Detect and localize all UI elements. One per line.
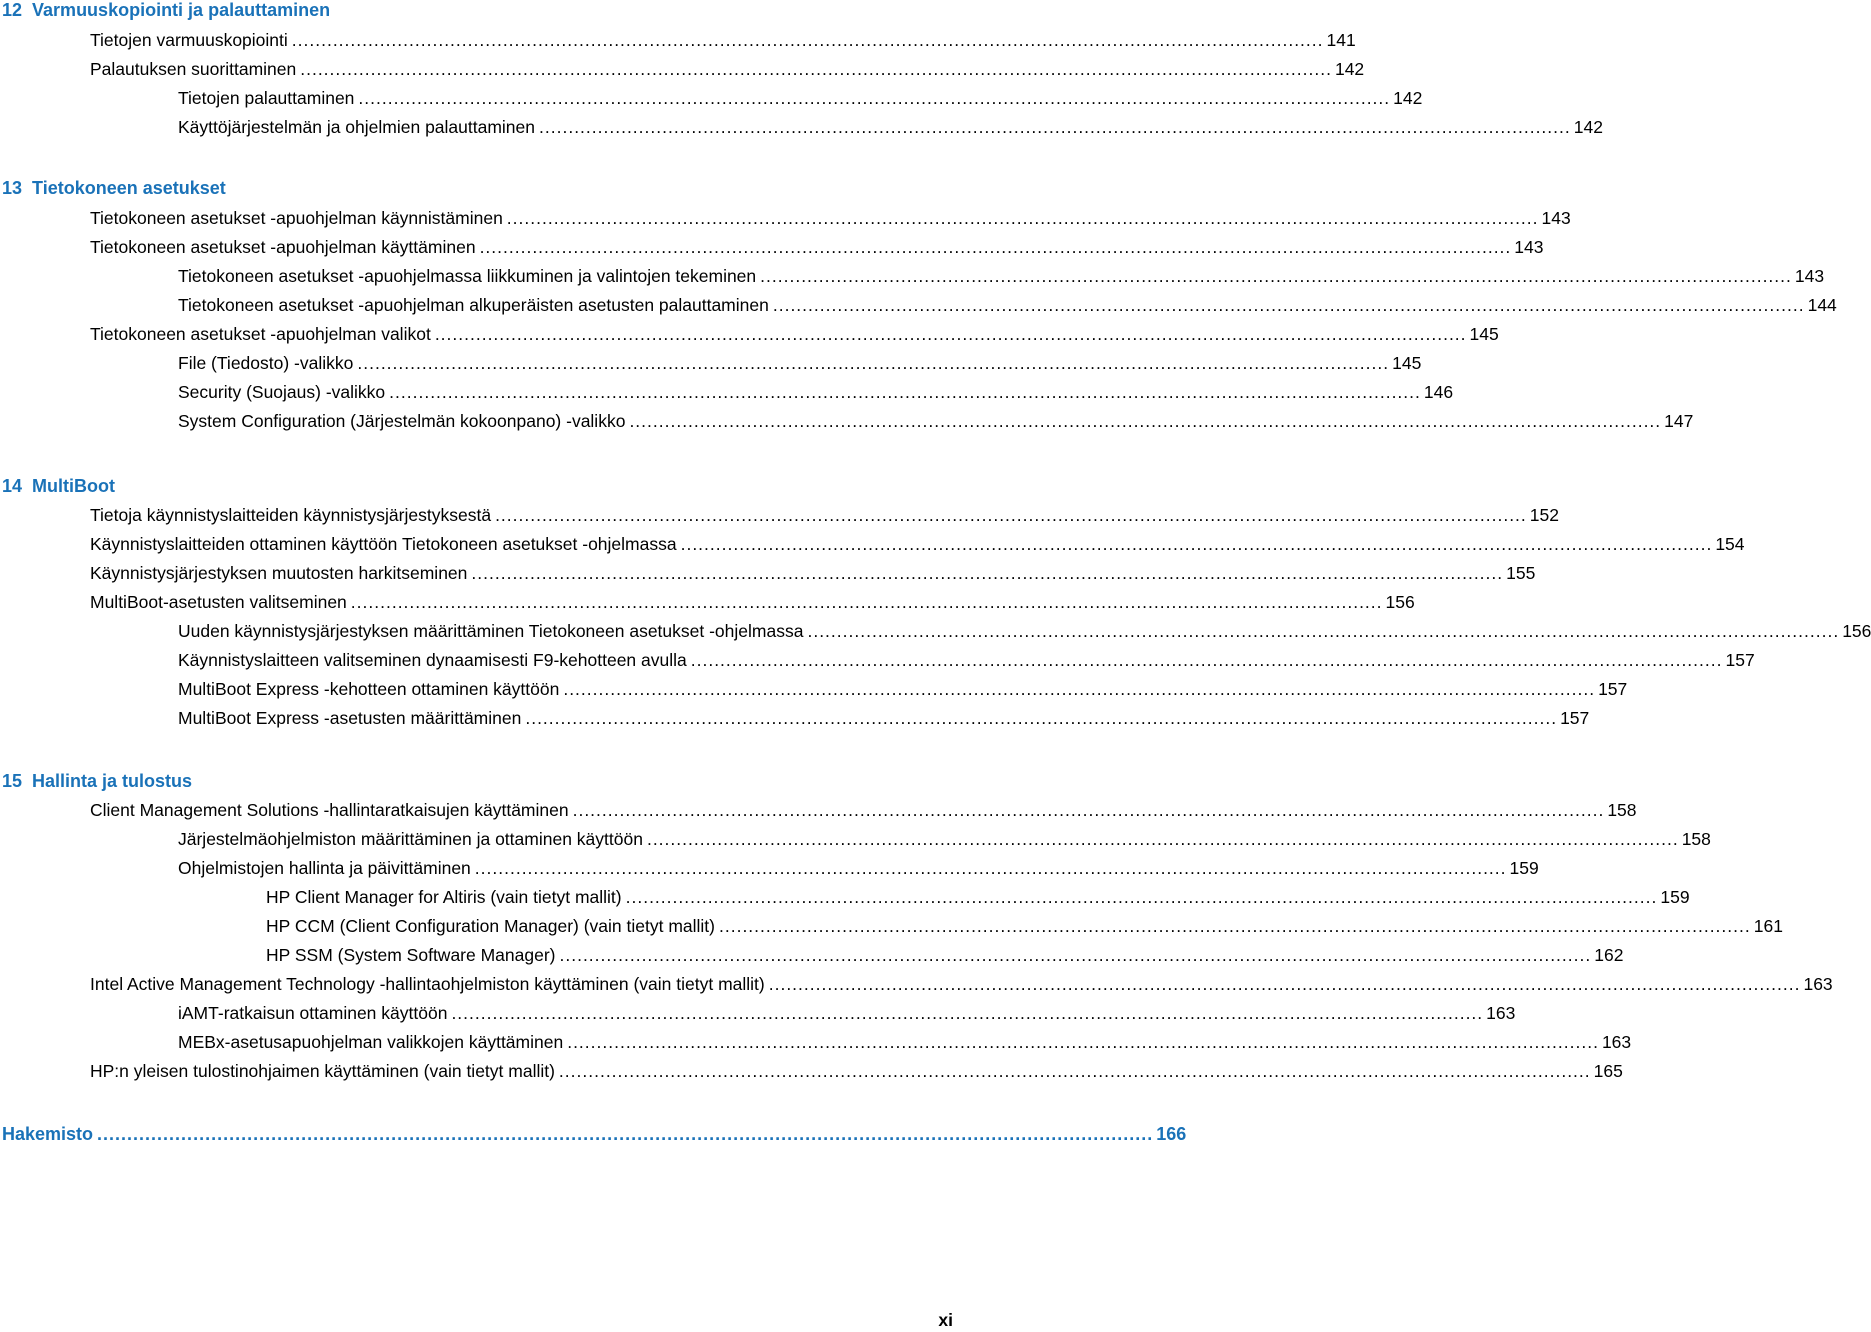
toc-entry[interactable] <box>90 534 1745 558</box>
dot-leader: ................................................................................................................................................................................ <box>559 945 1592 965</box>
toc-entry-title: Tietojen palauttaminen <box>178 88 355 108</box>
dot-leader: ................................................................................................................................................................................ <box>506 208 1539 228</box>
index-page-number: 166 <box>1156 1124 1187 1144</box>
toc-entry[interactable] <box>90 505 1559 529</box>
toc-entry-title: Tietokoneen asetukset -apuohjelman valikot <box>90 324 431 344</box>
toc-entry[interactable] <box>90 30 1356 54</box>
dot-leader: ................................................................................................................................................................................ <box>539 117 1571 137</box>
toc-entry[interactable] <box>178 295 1837 319</box>
toc-entry-title: iAMT-ratkaisun ottaminen käyttöön <box>178 1003 448 1023</box>
toc-entry-page: 156 <box>1385 592 1415 612</box>
toc-entry-page: 145 <box>1469 324 1499 344</box>
toc-entry[interactable] <box>90 800 1637 824</box>
toc-entry[interactable] <box>266 887 1690 911</box>
chapter-heading[interactable] <box>2 0 330 21</box>
toc-entry-title: Tietokoneen asetukset -apuohjelman käyttäminen <box>90 237 476 257</box>
toc-entry[interactable] <box>178 353 1422 377</box>
toc-entry[interactable] <box>90 59 1365 83</box>
toc-entry-page: 165 <box>1593 1061 1623 1081</box>
dot-leader: ................................................................................................................................................................................ <box>625 887 1658 907</box>
toc-entry[interactable] <box>178 382 1454 406</box>
chapter-title: MultiBoot <box>32 476 115 496</box>
toc-entry-title: File (Tiedosto) -valikko <box>178 353 354 373</box>
toc-entry-title: MultiBoot Express -asetusten määrittäminen <box>178 708 522 728</box>
toc-entry[interactable] <box>90 563 1536 587</box>
chapter-number: 12 <box>2 0 23 20</box>
dot-leader: ................................................................................................................................................................................ <box>479 237 1512 257</box>
index-title: Hakemisto <box>2 1124 94 1144</box>
chapter-title: Hallinta ja tulostus <box>32 771 193 791</box>
toc-entry-page: 142 <box>1393 88 1423 108</box>
toc-entry[interactable] <box>178 679 1628 703</box>
toc-entry-title: Palautuksen suorittaminen <box>90 59 297 79</box>
toc-entry[interactable] <box>90 324 1499 348</box>
toc-entry-page: 157 <box>1725 650 1755 670</box>
toc-entry-title: HP:n yleisen tulostinohjaimen käyttäminen (vain tietyt mallit) <box>90 1061 555 1081</box>
toc-entry[interactable] <box>178 829 1711 853</box>
toc-entry-page: 146 <box>1423 382 1454 402</box>
toc-entry-title: Intel Active Management Technology -hallintaohjelmiston käyttäminen (vain tietyt mallit) <box>90 974 765 994</box>
toc-entry-page: 155 <box>1506 563 1536 583</box>
dot-leader: ................................................................................................................................................................................ <box>389 382 1421 402</box>
toc-entry-page: 158 <box>1681 829 1711 849</box>
dot-leader: ................................................................................................................................................................................ <box>558 1061 1591 1081</box>
toc-entry-page: 157 <box>1560 708 1590 728</box>
toc-entry-title: MEBx-asetusapuohjelman valikkojen käyttäminen <box>178 1032 564 1052</box>
chapter-heading[interactable] <box>2 178 226 199</box>
dot-leader: ................................................................................................................................................................................ <box>719 916 1751 936</box>
toc-entry-title: MultiBoot-asetusten valitseminen <box>90 592 347 612</box>
chapter-number: 15 <box>2 771 23 791</box>
toc-entry[interactable] <box>178 88 1423 112</box>
dot-leader: ................................................................................................................................................................................ <box>567 1032 1599 1052</box>
toc-entry-page: 142 <box>1573 117 1603 137</box>
toc-entry-title: Järjestelmäohjelmiston määrittäminen ja ottaminen käyttöön <box>178 829 643 849</box>
toc-entry-title: Tietojen varmuuskopiointi <box>90 30 288 50</box>
dot-leader: ................................................................................................................................................................................ <box>768 974 1801 994</box>
dot-leader: ................................................................................................................................................................................ <box>471 563 1504 583</box>
toc-entry[interactable] <box>178 411 1694 435</box>
toc-entry-title: Tietokoneen asetukset -apuohjelman alkuperäisten asetusten palauttaminen <box>178 295 769 315</box>
toc-entry[interactable] <box>266 916 1783 940</box>
dot-leader: ................................................................................................................................................................................ <box>97 1124 1154 1144</box>
toc-entry[interactable] <box>90 1061 1623 1085</box>
dot-leader: ................................................................................................................................................................................ <box>572 800 1605 820</box>
chapter-number: 14 <box>2 476 23 496</box>
toc-entry-title: Security (Suojaus) -valikko <box>178 382 386 402</box>
dot-leader: ................................................................................................................................................................................ <box>680 534 1713 554</box>
chapter-heading[interactable] <box>2 771 192 792</box>
toc-entry-title: System Configuration (Järjestelmän kokoonpano) -valikko <box>178 411 626 431</box>
toc-entry-page: 143 <box>1794 266 1825 286</box>
toc-entry-page: 154 <box>1715 534 1745 554</box>
dot-leader: ................................................................................................................................................................................ <box>474 858 1507 878</box>
dot-leader: ................................................................................................................................................................................ <box>772 295 1805 315</box>
toc-index-link[interactable] <box>2 1124 1187 1150</box>
toc-entry[interactable] <box>178 708 1590 732</box>
toc-entry-page: 152 <box>1529 505 1559 525</box>
dot-leader: ................................................................................................................................................................................ <box>357 353 1390 373</box>
toc-entry-page: 157 <box>1598 679 1628 699</box>
dot-leader: ................................................................................................................................................................................ <box>434 324 1467 344</box>
toc-entry[interactable] <box>90 592 1415 616</box>
toc-entry-page: 144 <box>1807 295 1837 315</box>
toc-entry-page: 162 <box>1594 945 1624 965</box>
toc-entry[interactable] <box>178 650 1755 674</box>
toc-entry[interactable] <box>178 858 1539 882</box>
dot-leader: ................................................................................................................................................................................ <box>525 708 1558 728</box>
toc-entry-title: HP SSM (System Software Manager) <box>266 945 556 965</box>
toc-entry-title: Client Management Solutions -hallintaratkaisujen käyttäminen <box>90 800 569 820</box>
toc-entry-title: Uuden käynnistysjärjestyksen määrittäminen Tietokoneen asetukset -ohjelmassa <box>178 621 804 641</box>
toc-entry-title: Käynnistyslaitteiden ottaminen käyttöön Tietokoneen asetukset -ohjelmassa <box>90 534 677 554</box>
toc-entry-title: Tietokoneen asetukset -apuohjelmassa liikkuminen ja valintojen tekeminen <box>178 266 757 286</box>
toc-entry[interactable] <box>266 945 1624 969</box>
toc-entry-page: 156 <box>1842 621 1871 641</box>
chapter-title: Tietokoneen asetukset <box>32 178 226 198</box>
dot-leader: ................................................................................................................................................................................ <box>690 650 1723 670</box>
toc-entry-title: Käynnistyslaitteen valitseminen dynaamisesti F9-kehotteen avulla <box>178 650 687 670</box>
toc-entry-page: 145 <box>1392 353 1422 373</box>
toc-entry[interactable] <box>90 974 1833 998</box>
toc-entry[interactable] <box>178 117 1603 141</box>
dot-leader: ................................................................................................................................................................................ <box>495 505 1527 525</box>
toc-entry-page: 163 <box>1803 974 1833 994</box>
dot-leader: ................................................................................................................................................................................ <box>358 88 1391 108</box>
chapter-number: 13 <box>2 178 23 198</box>
toc-entry[interactable] <box>178 266 1825 290</box>
toc-entry-title: Ohjelmistojen hallinta ja päivittäminen <box>178 858 471 878</box>
dot-leader: ................................................................................................................................................................................ <box>760 266 1792 286</box>
toc-entry[interactable] <box>178 621 1871 645</box>
toc-entry-page: 147 <box>1664 411 1694 431</box>
toc-entry-page: 143 <box>1514 237 1544 257</box>
toc-entry-page: 163 <box>1486 1003 1516 1023</box>
dot-leader: ................................................................................................................................................................................ <box>451 1003 1484 1023</box>
toc-entry-page: 159 <box>1660 887 1690 907</box>
toc-entry-page: 141 <box>1326 30 1356 50</box>
dot-leader: ................................................................................................................................................................................ <box>629 411 1662 431</box>
toc-entry-page: 163 <box>1601 1032 1632 1052</box>
toc-entry-title: Tietokoneen asetukset -apuohjelman käynnistäminen <box>90 208 503 228</box>
toc-entry-title: HP Client Manager for Altiris (vain tietyt mallit) <box>266 887 622 907</box>
toc-entry[interactable] <box>90 208 1571 232</box>
dot-leader: ................................................................................................................................................................................ <box>291 30 1324 50</box>
dot-leader: ................................................................................................................................................................................ <box>300 59 1332 79</box>
dot-leader: ................................................................................................................................................................................ <box>807 621 1840 641</box>
chapter-heading[interactable] <box>2 476 115 497</box>
dot-leader: ................................................................................................................................................................................ <box>563 679 1596 699</box>
toc-entry-title: Käynnistysjärjestyksen muutosten harkitseminen <box>90 563 468 583</box>
toc-entry-page: 142 <box>1334 59 1365 79</box>
dot-leader: ................................................................................................................................................................................ <box>646 829 1679 849</box>
toc-entry-page: 161 <box>1753 916 1783 936</box>
toc-entry-page: 158 <box>1607 800 1637 820</box>
chapter-title: Varmuuskopiointi ja palauttaminen <box>32 0 331 20</box>
toc-entry[interactable] <box>90 237 1544 261</box>
toc-entry-page: 159 <box>1509 858 1539 878</box>
toc-entry-page: 143 <box>1541 208 1571 228</box>
toc-entry[interactable] <box>178 1032 1632 1056</box>
toc-entry-title: MultiBoot Express -kehotteen ottaminen käyttöön <box>178 679 560 699</box>
toc-entry-title: Käyttöjärjestelmän ja ohjelmien palauttaminen <box>178 117 536 137</box>
page-number: xi <box>938 1310 953 1330</box>
toc-entry-title: Tietoja käynnistyslaitteiden käynnistysjärjestyksestä <box>90 505 492 525</box>
dot-leader: ................................................................................................................................................................................ <box>350 592 1383 612</box>
toc-entry-title: HP CCM (Client Configuration Manager) (vain tietyt mallit) <box>266 916 715 936</box>
toc-entry[interactable] <box>178 1003 1516 1027</box>
